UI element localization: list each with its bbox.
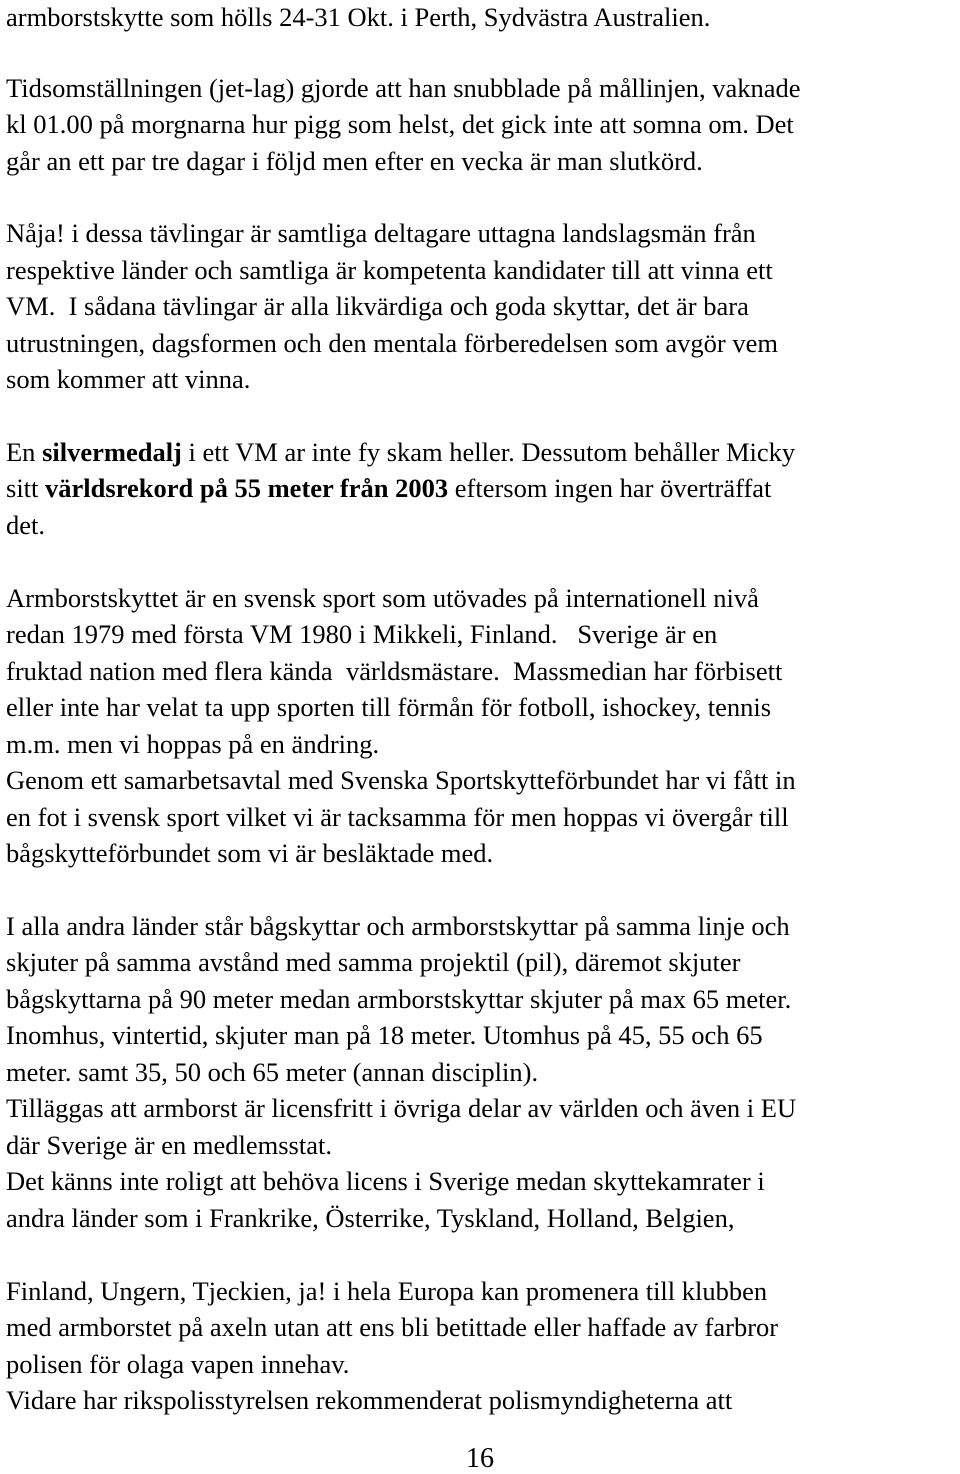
bold-text: silvermedalj xyxy=(42,437,182,467)
text-line: redan 1979 med första VM 1980 i Mikkeli, Finland. Sverige är en xyxy=(6,619,718,649)
text-line: Det känns inte roligt att behöva licens i Sverige medan skyttekamrater i xyxy=(6,1166,765,1196)
text-line xyxy=(6,437,795,467)
text-line: bågskytteförbundet som vi är besläktade med. xyxy=(6,838,494,868)
text-line: armborstskytte som hölls 24-31 Okt. i Perth, Sydvästra Australien. xyxy=(6,2,711,32)
text-line: m.m. men vi hoppas på en ändring. xyxy=(6,729,380,759)
text-line: kl 01.00 på morgnarna hur pigg som helst, det gick inte att somna om. Det xyxy=(6,109,794,139)
text-run: En xyxy=(6,437,43,467)
bold-text: världsrekord på 55 meter från 2003 xyxy=(45,473,449,503)
text-line: bågskyttarna på 90 meter medan armborstskyttar skjuter på max 65 meter. xyxy=(6,984,792,1014)
page-number: 16 xyxy=(466,1443,494,1474)
text-run: eftersom ingen har överträffat xyxy=(448,473,772,503)
text-line: I alla andra länder står bågskyttar och armborstskyttar på samma linje och xyxy=(6,911,790,941)
text-line: andra länder som i Frankrike, Österrike, Tyskland, Holland, Belgien, xyxy=(6,1203,735,1233)
text-line: meter. samt 35, 50 och 65 meter (annan disciplin). xyxy=(6,1057,539,1087)
text-line: Tilläggas att armborst är licensfritt i övriga delar av världen och även i EU xyxy=(6,1093,797,1123)
text-line: det. xyxy=(6,510,45,540)
text-line: respektive länder och samtliga är kompetenta kandidater till att vinna ett xyxy=(6,255,773,285)
text-run: i ett VM ar inte fy skam heller. Dessutom behåller Micky xyxy=(181,437,796,467)
text-line: Inomhus, vintertid, skjuter man på 18 meter. Utomhus på 45, 55 och 65 xyxy=(6,1020,763,1050)
text-line: Nåja! i dessa tävlingar är samtliga deltagare uttagna landslagsmän från xyxy=(6,218,756,248)
text-line: går an ett par tre dagar i följd men efter en vecka är man slutkörd. xyxy=(6,146,703,176)
text-line: polisen för olaga vapen innehav. xyxy=(6,1349,350,1379)
text-line: Genom ett samarbetsavtal med Svenska Sportskytteförbundet har vi fått in xyxy=(6,765,796,795)
text-line xyxy=(6,473,771,503)
text-line: en fot i svensk sport vilket vi är tacksamma för men hoppas vi övergår till xyxy=(6,802,789,832)
text-line: Finland, Ungern, Tjeckien, ja! i hela Europa kan promenera till klubben xyxy=(6,1276,768,1306)
text-line: VM. I sådana tävlingar är alla likvärdiga och goda skyttar, det är bara xyxy=(6,291,749,321)
text-line: som kommer att vinna. xyxy=(6,364,251,394)
text-line: med armborstet på axeln utan att ens bli betittade eller haffade av farbror xyxy=(6,1312,779,1342)
text-line: skjuter på samma avstånd med samma projektil (pil), däremot skjuter xyxy=(6,947,741,977)
text-run: sitt xyxy=(6,473,46,503)
text-line: eller inte har velat ta upp sporten till förmån för fotboll, ishockey, tennis xyxy=(6,692,772,722)
text-line: fruktad nation med flera kända världsmästare. Massmedian har förbisett xyxy=(6,656,783,686)
text-line: där Sverige är en medlemsstat. xyxy=(6,1130,332,1160)
text-line: Vidare har rikspolisstyrelsen rekommenderat polismyndigheterna att xyxy=(6,1385,733,1415)
text-line: Armborstskyttet är en svensk sport som utövades på internationell nivå xyxy=(6,583,759,613)
text-line: utrustningen, dagsformen och den mentala förberedelsen som avgör vem xyxy=(6,328,778,358)
text-line: Tidsomställningen (jet-lag) gjorde att han snubblade på mållinjen, vaknade xyxy=(6,73,801,103)
